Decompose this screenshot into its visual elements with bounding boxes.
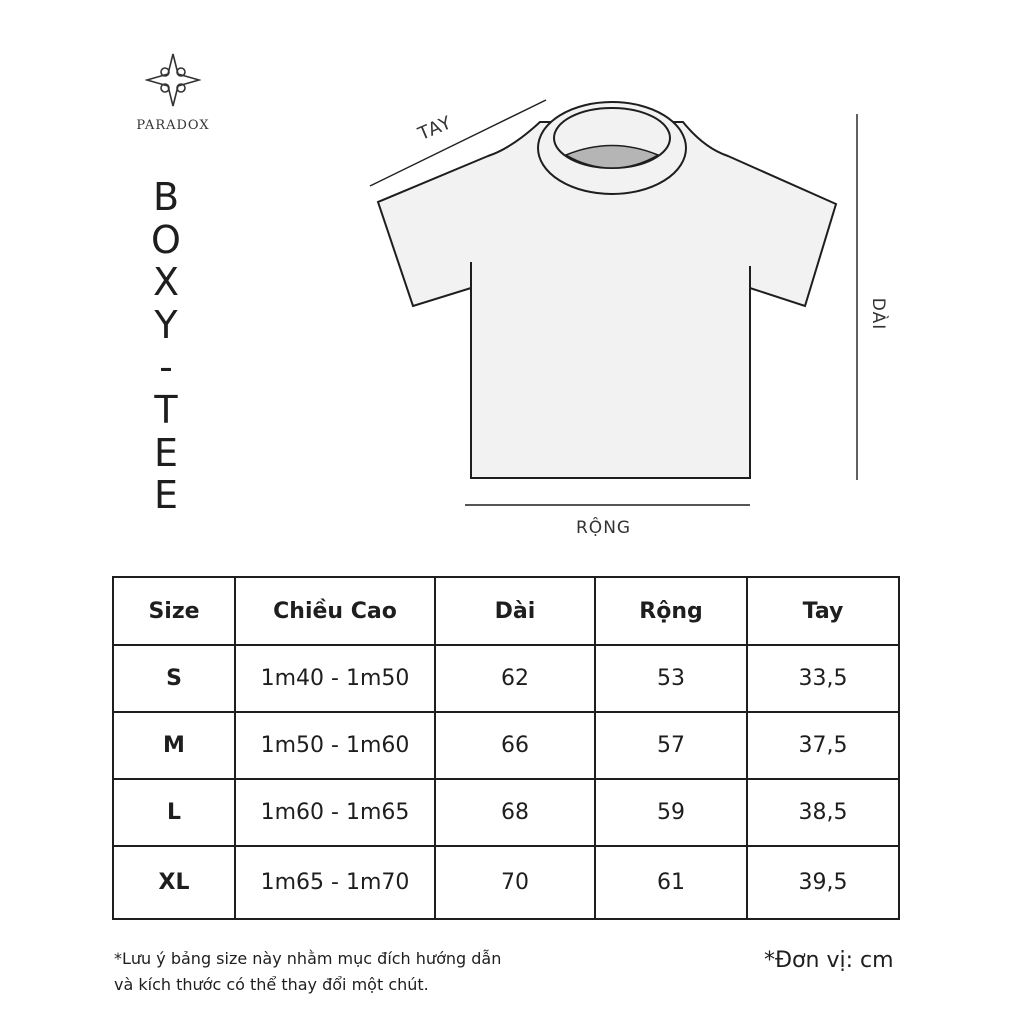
length-cell: 62 [435,645,595,712]
tay-label: TAY [415,112,456,145]
title-letter: E [153,430,178,475]
width-cell: 57 [595,712,747,779]
sleeve-cell: 33,5 [747,645,899,712]
title-letter: O [151,217,181,262]
title-letter: Y [154,302,178,347]
title-letter: X [152,260,180,305]
table-row [113,645,899,712]
header-size: Size [113,577,235,645]
height-cell: 1m65 - 1m70 [235,846,435,919]
length-cell: 68 [435,779,595,846]
sleeve-cell: 39,5 [747,846,899,919]
size-cell: L [113,779,235,846]
title-letter: E [153,473,178,518]
brand-logo [128,52,218,138]
size-cell: S [113,645,235,712]
rong-label: RỘNG [576,518,632,538]
sleeve-cell: 38,5 [747,779,899,846]
length-cell: 70 [435,846,595,919]
dai-label: DÀI [868,297,889,331]
note-line: *Lưu ý bảng size này nhằm mục đích hướng dẫn [114,949,502,968]
table-row [113,779,899,846]
height-cell: 1m40 - 1m50 [235,645,435,712]
title-letter: B [152,175,180,219]
table-header-row [113,577,899,645]
table-row [113,712,899,779]
height-cell: 1m50 - 1m60 [235,712,435,779]
header-tay: Tay [747,577,899,645]
title-letter: - [159,345,173,390]
size-table [112,576,900,920]
unit-label: *Đơn vị: cm [764,948,894,973]
tshirt-outline-icon [360,92,900,552]
size-note [114,946,574,998]
size-cell: XL [113,846,235,919]
width-cell: 59 [595,779,747,846]
product-title [140,176,192,517]
header-chieu-cao: Chiều Cao [235,577,435,645]
width-cell: 53 [595,645,747,712]
length-cell: 66 [435,712,595,779]
header-dai: Dài [435,577,595,645]
width-cell: 61 [595,846,747,919]
size-cell: M [113,712,235,779]
paradox-star-icon [145,52,201,108]
header-rong: Rộng [595,577,747,645]
title-letter: T [154,387,178,432]
sleeve-cell: 37,5 [747,712,899,779]
table-row [113,846,899,919]
brand-name: PARADOX [136,118,210,133]
height-cell: 1m60 - 1m65 [235,779,435,846]
note-line: và kích thước có thể thay đổi một chút. [114,975,429,994]
